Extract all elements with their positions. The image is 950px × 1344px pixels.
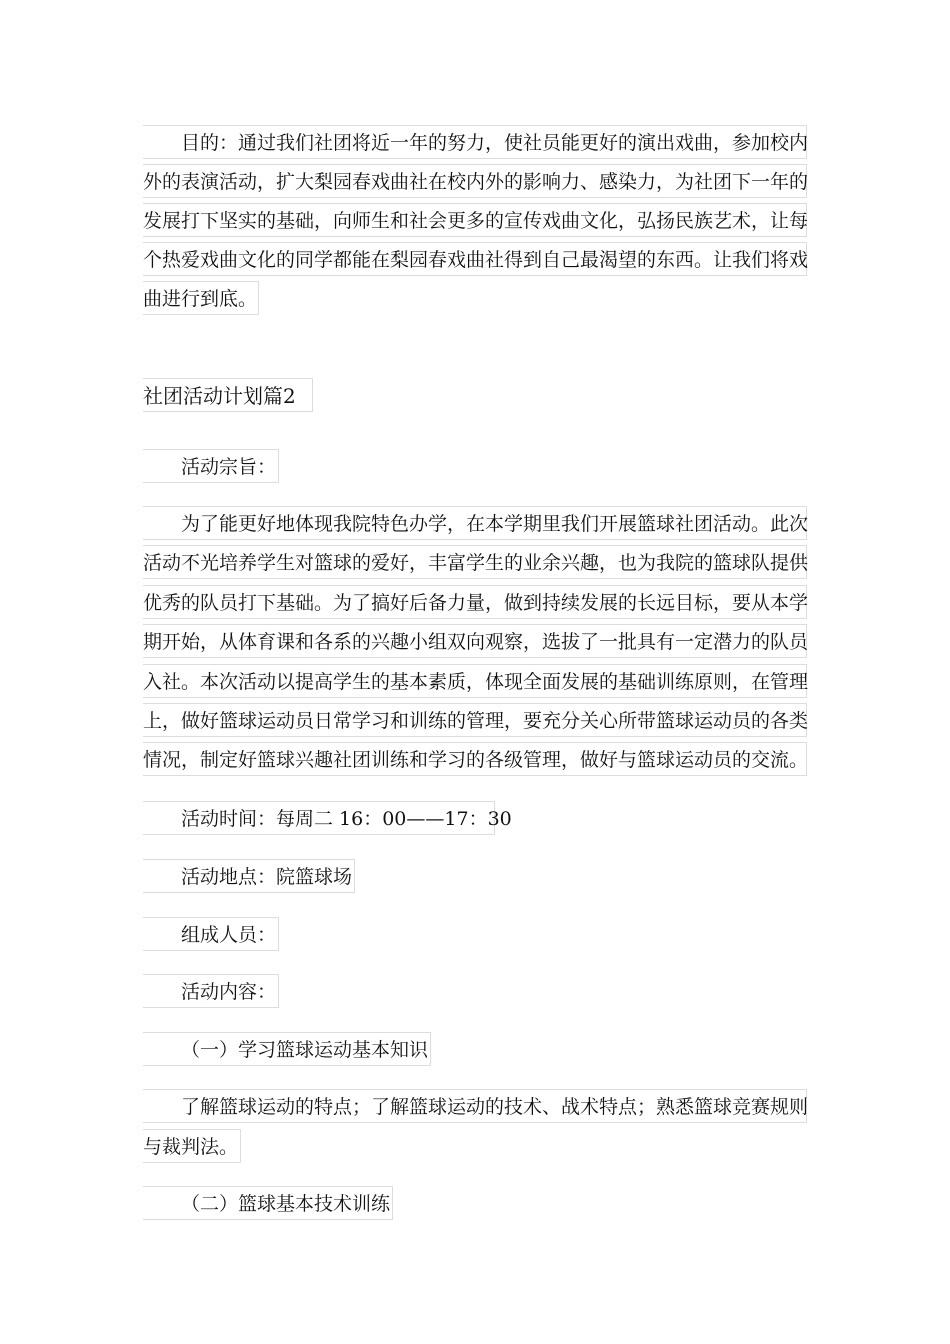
goal-line-5: 曲进行到底。 (143, 281, 259, 315)
purpose-line-6: 上，做好篮球运动员日常学习和训练的管理，要充分关心所带篮球运动员的各类 (143, 703, 807, 737)
goal-line-1: 目的：通过我们社团将近一年的努力，使社员能更好的演出戏曲，参加校内 (143, 125, 807, 159)
goal-line-3: 发展打下坚实的基础，向师生和社会更多的宣传戏曲文化，弘扬民族艺术，让每 (143, 203, 807, 237)
purpose-line-2: 活动不光培养学生对篮球的爱好，丰富学生的业余兴趣，也为我院的篮球队提供 (143, 545, 807, 579)
item1-body-line-2: 与裁判法。 (143, 1129, 241, 1163)
item1-body-line-1: 了解篮球运动的特点；了解篮球运动的技术、战术特点；熟悉篮球竞赛规则 (143, 1089, 807, 1123)
goal-line-2: 外的表演活动，扩大梨园春戏曲社在校内外的影响力、感染力，为社团下一年的 (143, 164, 807, 198)
purpose-line-3: 优秀的队员打下基础。为了搞好后备力量，做到持续发展的长远目标，要从本学 (143, 585, 807, 619)
section-title: 社团活动计划篇2 (143, 378, 313, 412)
content-label: 活动内容： (143, 974, 279, 1008)
purpose-line-7: 情况，制定好篮球兴趣社团训练和学习的各级管理，做好与篮球运动员的交流。 (143, 742, 807, 776)
activity-time: 活动时间：每周二 16：00——17：30 (143, 801, 495, 835)
members-label: 组成人员： (143, 917, 279, 951)
item1-title: （一）学习篮球运动基本知识 (143, 1032, 431, 1066)
item2-title: （二）篮球基本技术训练 (143, 1186, 393, 1220)
purpose-line-5: 入社。本次活动以提高学生的基本素质，体现全面发展的基础训练原则，在管理 (143, 664, 807, 698)
goal-line-4: 个热爱戏曲文化的同学都能在梨园春戏曲社得到自己最渴望的东西。让我们将戏 (143, 242, 807, 276)
activity-place: 活动地点：院篮球场 (143, 859, 355, 893)
purpose-label: 活动宗旨： (143, 449, 279, 483)
purpose-line-4: 期开始，从体育课和各系的兴趣小组双向观察，选拔了一批具有一定潜力的队员 (143, 624, 807, 658)
purpose-line-1: 为了能更好地体现我院特色办学，在本学期里我们开展篮球社团活动。此次 (143, 506, 807, 540)
